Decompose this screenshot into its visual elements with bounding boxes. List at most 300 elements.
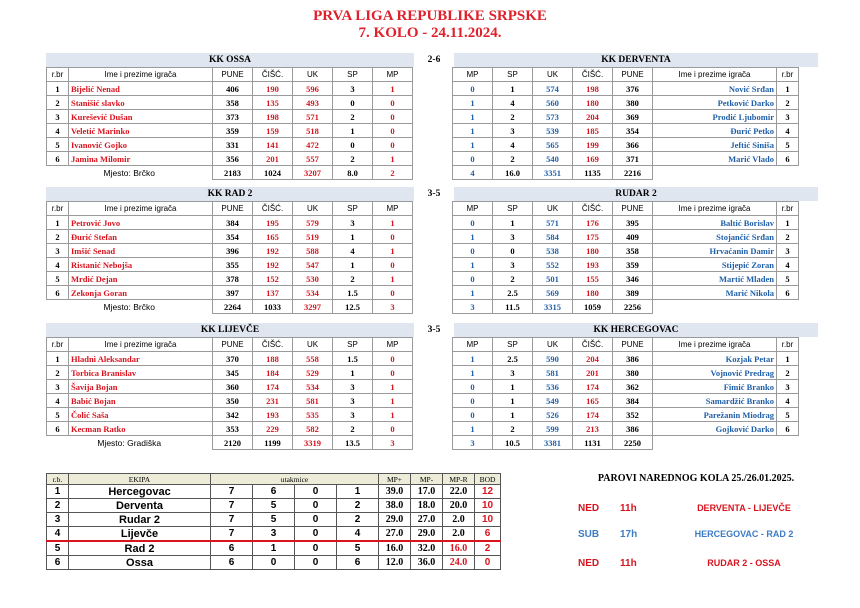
home-player-name: Kecman Ratko [69, 422, 213, 436]
standings-mp-minus: 29.0 [411, 527, 443, 542]
home-player-name: Jamina Milomir [69, 152, 213, 166]
home-team-name: KK RAD 2 [207, 189, 253, 199]
standings-draws: 0 [295, 485, 337, 499]
column-header: MP [453, 68, 493, 82]
player-row [47, 230, 799, 244]
away-mp: 1 [453, 124, 493, 138]
standings-points: 0 [475, 556, 501, 570]
spacer [413, 110, 453, 124]
next-round-title: PAROVI NAREDNOG KOLA 25./26.01.2025. [597, 473, 795, 484]
standings-team: Hercegovac [69, 485, 211, 499]
match-score: 3-5 [414, 187, 454, 201]
standings-rank: 3 [47, 513, 69, 527]
away-mp: 1 [453, 258, 493, 272]
player-row [47, 422, 799, 436]
column-header: SP [333, 202, 373, 216]
away-player-name: Petković Darko [653, 96, 777, 110]
home-mp: 1 [373, 244, 413, 258]
spacer [413, 352, 453, 366]
match-table [46, 67, 799, 180]
home-pune: 359 [213, 124, 253, 138]
standings-row [47, 527, 501, 542]
player-row [47, 82, 799, 96]
column-header: SP [493, 338, 533, 352]
spacer [413, 152, 453, 166]
away-pune: 395 [613, 216, 653, 230]
standings-header: MP+ [379, 474, 411, 485]
standings-points: 12 [475, 485, 501, 499]
standings-row [47, 556, 501, 570]
pair-day: SUB [578, 529, 600, 540]
home-mp: 1 [373, 408, 413, 422]
standings-mp-minus: 36.0 [411, 556, 443, 570]
away-uk: 599 [533, 422, 573, 436]
home-mp: 0 [373, 258, 413, 272]
standings-draws: 0 [295, 541, 337, 556]
home-sp: 2 [333, 152, 373, 166]
home-total-mp: 3 [373, 436, 413, 450]
standings-wins: 6 [253, 485, 295, 499]
away-uk: 571 [533, 216, 573, 230]
match-block [46, 323, 818, 450]
pair-time: 17h [620, 529, 638, 540]
round-title: 7. KOLO - 24.11.2024. [358, 25, 502, 41]
spacer [413, 68, 453, 82]
away-pune: 386 [613, 422, 653, 436]
away-pune: 380 [613, 96, 653, 110]
home-ciscenje: 229 [253, 422, 293, 436]
home-player-name: Veletić Marinko [69, 124, 213, 138]
away-team-name: RUDAR 2 [615, 189, 657, 199]
home-mp: 0 [373, 230, 413, 244]
away-player-name: Hrvaćanin Damir [653, 244, 777, 258]
away-sp: 1 [493, 82, 533, 96]
home-uk: 582 [293, 422, 333, 436]
column-header: r.br [777, 338, 799, 352]
away-total-uk: 3315 [533, 300, 573, 314]
spacer [413, 366, 453, 380]
column-header: PUNE [613, 202, 653, 216]
spacer [653, 436, 799, 450]
away-pune: 409 [613, 230, 653, 244]
home-ciscenje: 231 [253, 394, 293, 408]
away-player-name: Fimić Branko [653, 380, 777, 394]
row-number: 5 [47, 408, 69, 422]
pair-day: NED [578, 558, 600, 569]
home-uk: 588 [293, 244, 333, 258]
away-uk: 581 [533, 366, 573, 380]
column-header: SP [333, 338, 373, 352]
away-pune: 352 [613, 408, 653, 422]
row-number: 2 [777, 230, 799, 244]
standings-team: Derventa [69, 499, 211, 513]
home-sp: 3 [333, 394, 373, 408]
venue-label: Mjesto: Brčko [103, 167, 155, 178]
standings-table [46, 473, 501, 570]
column-header: ČIŠĆ. [253, 338, 293, 352]
away-uk: 501 [533, 272, 573, 286]
home-sp: 2 [333, 272, 373, 286]
player-row [47, 272, 799, 286]
standings-points: 10 [475, 499, 501, 513]
away-ciscenje: 185 [573, 124, 613, 138]
player-row [47, 244, 799, 258]
standings-mp-minus: 32.0 [411, 541, 443, 556]
column-header: UK [293, 338, 333, 352]
away-ciscenje: 199 [573, 138, 613, 152]
home-ciscenje: 135 [253, 96, 293, 110]
standings-wins: 3 [253, 527, 295, 542]
away-player-name: Nović Srđan [653, 82, 777, 96]
away-ciscenje: 174 [573, 408, 613, 422]
home-player-name: Stanišić slavko [69, 96, 213, 110]
home-player-name: Bijelić Nenad [69, 82, 213, 96]
standings-header-row [47, 474, 501, 485]
home-sp: 1 [333, 366, 373, 380]
away-player-name: Jeftić Siniša [653, 138, 777, 152]
player-row [47, 258, 799, 272]
away-total-uk: 3351 [533, 166, 573, 180]
away-sp: 1 [493, 216, 533, 230]
player-row [47, 394, 799, 408]
column-header: UK [293, 202, 333, 216]
home-uk: 519 [293, 230, 333, 244]
home-sp: 2 [333, 422, 373, 436]
away-mp: 1 [453, 96, 493, 110]
home-player-name: Hladni Aleksandar [69, 352, 213, 366]
row-number: 4 [47, 258, 69, 272]
spacer [413, 436, 453, 450]
standings-losses: 1 [337, 485, 379, 499]
away-mp: 1 [453, 230, 493, 244]
away-pune: 366 [613, 138, 653, 152]
home-sp: 1 [333, 124, 373, 138]
home-ciscenje: 165 [253, 230, 293, 244]
home-total-uk: 3207 [293, 166, 333, 180]
home-total-ciscenje: 1024 [253, 166, 293, 180]
away-sp: 1 [493, 408, 533, 422]
standings-mp-diff: 2.0 [443, 527, 475, 542]
home-sp: 0 [333, 96, 373, 110]
row-number: 3 [777, 380, 799, 394]
standings-rank: 4 [47, 527, 69, 542]
home-total-mp: 3 [373, 300, 413, 314]
standings-header: r.b. [47, 474, 69, 485]
home-sp: 4 [333, 244, 373, 258]
home-ciscenje: 201 [253, 152, 293, 166]
away-pune: 346 [613, 272, 653, 286]
away-ciscenje: 180 [573, 244, 613, 258]
next-round-panel [566, 473, 826, 569]
player-row [47, 216, 799, 230]
standings-played: 6 [211, 556, 253, 570]
away-total-pune: 2256 [613, 300, 653, 314]
home-sp: 3 [333, 408, 373, 422]
standings-wins: 0 [253, 556, 295, 570]
away-uk: 560 [533, 96, 573, 110]
row-number: 1 [777, 216, 799, 230]
standings-played: 7 [211, 485, 253, 499]
home-total-uk: 3297 [293, 300, 333, 314]
away-mp: 1 [453, 422, 493, 436]
total-row [47, 300, 799, 314]
spacer [413, 394, 453, 408]
player-row [47, 366, 799, 380]
away-pune: 386 [613, 352, 653, 366]
row-number: 6 [777, 152, 799, 166]
pair-teams: HERCEGOVAC - RAD 2 [694, 529, 794, 539]
home-uk: 557 [293, 152, 333, 166]
home-sp: 1.5 [333, 286, 373, 300]
standings-row [47, 513, 501, 527]
spacer [413, 422, 453, 436]
home-ciscenje: 198 [253, 110, 293, 124]
spacer [413, 380, 453, 394]
away-mp: 0 [453, 394, 493, 408]
standings-row [47, 541, 501, 556]
home-uk: 547 [293, 258, 333, 272]
home-uk: 535 [293, 408, 333, 422]
total-row [47, 436, 799, 450]
column-header: Ime i prezime igrača [653, 68, 777, 82]
away-uk: 573 [533, 110, 573, 124]
row-number: 2 [47, 230, 69, 244]
away-team-name: KK DERVENTA [601, 55, 671, 65]
away-uk: 552 [533, 258, 573, 272]
standings-wins: 5 [253, 513, 295, 527]
home-sp: 1 [333, 230, 373, 244]
row-number: 3 [47, 380, 69, 394]
column-header: Ime i prezime igrača [69, 202, 213, 216]
home-total-ciscenje: 1033 [253, 300, 293, 314]
home-mp: 0 [373, 124, 413, 138]
away-ciscenje: 193 [573, 258, 613, 272]
row-number: 5 [777, 272, 799, 286]
row-number: 1 [47, 352, 69, 366]
away-player-name: Samardžić Branko [653, 394, 777, 408]
column-header: r.br [47, 202, 69, 216]
row-number: 6 [777, 422, 799, 436]
standings-mp-plus: 29.0 [379, 513, 411, 527]
home-player-name: Zekonja Goran [69, 286, 213, 300]
standings-mp-minus: 27.0 [411, 513, 443, 527]
away-mp: 1 [453, 138, 493, 152]
column-header: ČIŠĆ. [573, 338, 613, 352]
standings-rank: 6 [47, 556, 69, 570]
away-sp: 2.5 [493, 352, 533, 366]
away-ciscenje: 180 [573, 286, 613, 300]
away-player-name: Parežanin Miodrag [653, 408, 777, 422]
home-uk: 493 [293, 96, 333, 110]
away-ciscenje: 198 [573, 82, 613, 96]
away-mp: 0 [453, 244, 493, 258]
standings-row [47, 485, 501, 499]
player-row [47, 352, 799, 366]
standings-played: 7 [211, 513, 253, 527]
away-uk: 538 [533, 244, 573, 258]
match-score: 3-5 [414, 323, 454, 337]
home-pune: 358 [213, 96, 253, 110]
column-header: SP [493, 68, 533, 82]
away-mp: 0 [453, 216, 493, 230]
away-ciscenje: 174 [573, 380, 613, 394]
home-pune: 350 [213, 394, 253, 408]
home-uk: 571 [293, 110, 333, 124]
column-header: PUNE [213, 202, 253, 216]
row-number: 6 [47, 422, 69, 436]
away-pune: 358 [613, 244, 653, 258]
away-ciscenje: 180 [573, 96, 613, 110]
away-player-name: Martić Mladen [653, 272, 777, 286]
away-mp: 1 [453, 352, 493, 366]
home-team-name: KK LIJEVČE [200, 325, 260, 335]
pair-teams: RUDAR 2 - OSSA [707, 558, 781, 568]
standings-draws: 0 [295, 527, 337, 542]
standings-team: Rad 2 [69, 541, 211, 556]
spacer [413, 286, 453, 300]
column-header: ČIŠĆ. [573, 68, 613, 82]
home-total-sp: 13.5 [333, 436, 373, 450]
home-sp: 2 [333, 110, 373, 124]
away-sp: 2.5 [493, 286, 533, 300]
home-ciscenje: 193 [253, 408, 293, 422]
away-pune: 359 [613, 258, 653, 272]
match-header [46, 53, 818, 67]
standings-played: 7 [211, 527, 253, 542]
away-uk: 549 [533, 394, 573, 408]
column-header: ČIŠĆ. [573, 202, 613, 216]
row-number: 2 [47, 96, 69, 110]
away-total-mp: 4 [453, 166, 493, 180]
column-header: UK [533, 338, 573, 352]
standings-wins: 5 [253, 499, 295, 513]
away-pune: 380 [613, 366, 653, 380]
league-title: PRVA LIGA REPUBLIKE SRPSKE [313, 8, 547, 24]
away-pune: 362 [613, 380, 653, 394]
column-header: ČIŠĆ. [253, 68, 293, 82]
spacer [413, 82, 453, 96]
column-header: PUNE [613, 338, 653, 352]
player-row [47, 380, 799, 394]
spacer [413, 272, 453, 286]
away-pune: 376 [613, 82, 653, 96]
home-sp: 3 [333, 380, 373, 394]
away-sp: 2 [493, 422, 533, 436]
column-header: PUNE [213, 68, 253, 82]
standings-draws: 0 [295, 513, 337, 527]
row-number: 3 [777, 244, 799, 258]
home-player-name: Mrdić Dejan [69, 272, 213, 286]
home-player-name: Ivanović Gojko [69, 138, 213, 152]
spacer [413, 96, 453, 110]
standings-team: Lijevče [69, 527, 211, 542]
away-uk: 569 [533, 286, 573, 300]
row-number: 3 [47, 110, 69, 124]
away-ciscenje: 169 [573, 152, 613, 166]
match-block [46, 53, 818, 180]
home-pune: 384 [213, 216, 253, 230]
standings-wins: 1 [253, 541, 295, 556]
away-ciscenje: 165 [573, 394, 613, 408]
standings-points: 6 [475, 527, 501, 542]
home-uk: 596 [293, 82, 333, 96]
away-ciscenje: 213 [573, 422, 613, 436]
standings-losses: 2 [337, 499, 379, 513]
home-player-name: Babić Bojan [69, 394, 213, 408]
home-pune: 370 [213, 352, 253, 366]
spacer [413, 202, 453, 216]
away-pune: 369 [613, 110, 653, 124]
standings-mp-plus: 16.0 [379, 541, 411, 556]
home-player-name: Kurešević Dušan [69, 110, 213, 124]
home-uk: 518 [293, 124, 333, 138]
column-header: Ime i prezime igrača [69, 338, 213, 352]
column-header-row [47, 202, 799, 216]
row-number: 2 [777, 366, 799, 380]
standings-row [47, 499, 501, 513]
spacer [413, 138, 453, 152]
away-pune: 389 [613, 286, 653, 300]
away-mp: 1 [453, 110, 493, 124]
home-ciscenje: 184 [253, 366, 293, 380]
away-sp: 2 [493, 152, 533, 166]
away-total-mp: 3 [453, 300, 493, 314]
away-sp: 4 [493, 138, 533, 152]
player-row [47, 124, 799, 138]
away-player-name: Vojnović Predrag [653, 366, 777, 380]
home-mp: 0 [373, 110, 413, 124]
away-player-name: Kozjak Petar [653, 352, 777, 366]
away-sp: 3 [493, 366, 533, 380]
row-number: 4 [777, 124, 799, 138]
home-pune: 342 [213, 408, 253, 422]
home-ciscenje: 159 [253, 124, 293, 138]
player-row [47, 96, 799, 110]
home-pune: 406 [213, 82, 253, 96]
home-pune: 356 [213, 152, 253, 166]
away-mp: 0 [453, 380, 493, 394]
standings-mp-plus: 39.0 [379, 485, 411, 499]
standings-rank: 2 [47, 499, 69, 513]
away-sp: 3 [493, 230, 533, 244]
home-ciscenje: 152 [253, 272, 293, 286]
home-sp: 3 [333, 216, 373, 230]
away-uk: 565 [533, 138, 573, 152]
away-player-name: Gojković Darko [653, 422, 777, 436]
row-number: 4 [777, 258, 799, 272]
match-header [46, 323, 818, 337]
home-ciscenje: 174 [253, 380, 293, 394]
player-row [47, 152, 799, 166]
home-pune: 360 [213, 380, 253, 394]
standings-header: MP-R [443, 474, 475, 485]
column-header: MP [453, 338, 493, 352]
column-header-row [47, 338, 799, 352]
home-total-sp: 12.5 [333, 300, 373, 314]
home-player-name: Ristanić Nebojša [69, 258, 213, 272]
player-row [47, 408, 799, 422]
row-number: 6 [47, 286, 69, 300]
home-total-pune: 2264 [213, 300, 253, 314]
home-uk: 534 [293, 380, 333, 394]
away-ciscenje: 175 [573, 230, 613, 244]
home-pune: 355 [213, 258, 253, 272]
away-player-name: Marić Vlado [653, 152, 777, 166]
home-mp: 1 [373, 380, 413, 394]
away-player-name: Baltić Borislav [653, 216, 777, 230]
standings-mp-diff: 24.0 [443, 556, 475, 570]
column-header: PUNE [613, 68, 653, 82]
